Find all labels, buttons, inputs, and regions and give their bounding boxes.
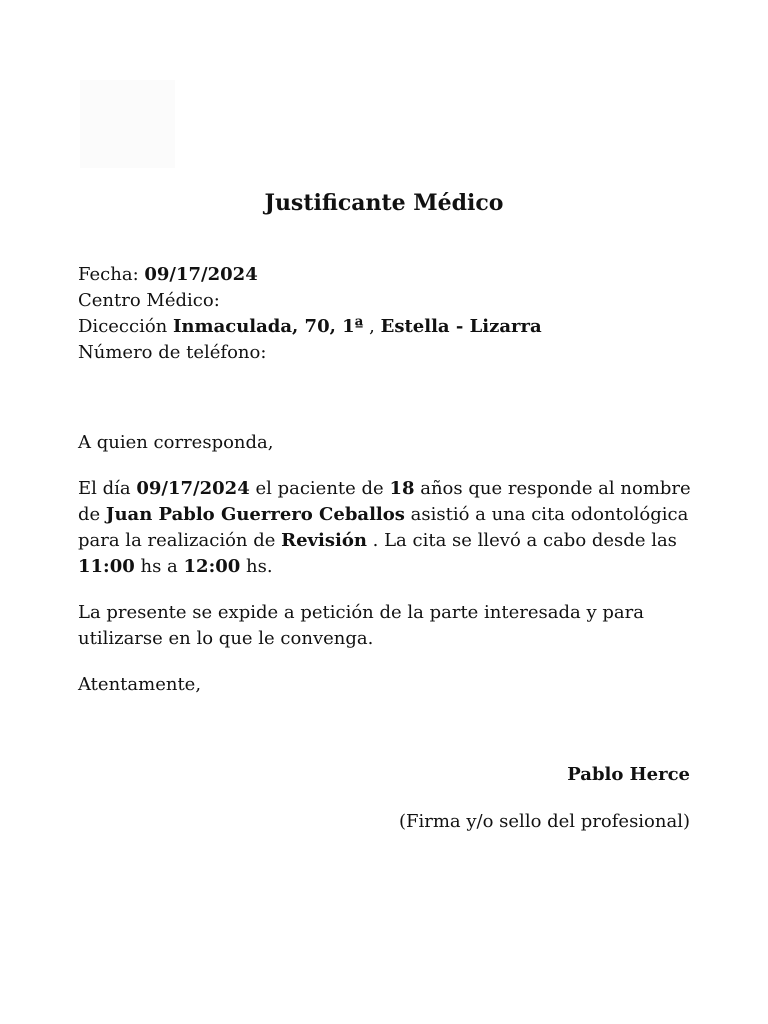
address-line xyxy=(78,314,698,340)
text-fragment: hs a xyxy=(140,556,178,577)
end-time: 12:00 xyxy=(183,556,241,577)
logo-placeholder xyxy=(80,80,175,168)
medical-center-label: Centro Médico: xyxy=(78,290,220,311)
greeting: A quien corresponda, xyxy=(78,432,274,453)
document-title: Justificante Médico xyxy=(264,190,504,216)
text-fragment: años que responde al nombre de xyxy=(78,478,691,525)
text-fragment: . La cita se llevó a cabo desde las xyxy=(372,530,677,551)
text-fragment: asistió a una cita odontológica para la realización de xyxy=(78,504,689,551)
address-city: Estella - Lizarra xyxy=(380,316,542,337)
text-fragment: el paciente de xyxy=(255,478,384,499)
patient-age: 18 xyxy=(389,478,415,499)
purpose-paragraph: La presente se expide a petición de la parte interesada y para utilizarse en lo que le convenga. xyxy=(78,602,644,649)
date-label: Fecha: xyxy=(78,264,139,285)
phone-line xyxy=(78,340,698,366)
signature-note: (Firma y/o sello del profesional) xyxy=(398,811,690,832)
phone-label: Número de teléfono: xyxy=(78,342,267,363)
text-fragment: hs. xyxy=(246,556,273,577)
signer-name: Pablo Herce xyxy=(567,764,690,785)
address-label: Dicección xyxy=(78,316,168,337)
document-body xyxy=(78,262,698,698)
closing: Atentamente, xyxy=(78,674,202,695)
medical-center-line xyxy=(78,288,698,314)
address-street: Inmaculada, 70, 1ª xyxy=(173,316,364,337)
address-separator: , xyxy=(369,316,375,337)
visit-date: 09/17/2024 xyxy=(136,478,250,499)
text-fragment: El día xyxy=(78,478,131,499)
start-time: 11:00 xyxy=(78,556,135,577)
attendance-paragraph xyxy=(78,476,698,580)
procedure-name: Revisión xyxy=(281,530,367,551)
date-value: 09/17/2024 xyxy=(144,264,258,285)
patient-name: Juan Pablo Guerrero Ceballos xyxy=(105,504,405,525)
date-line xyxy=(78,262,698,288)
